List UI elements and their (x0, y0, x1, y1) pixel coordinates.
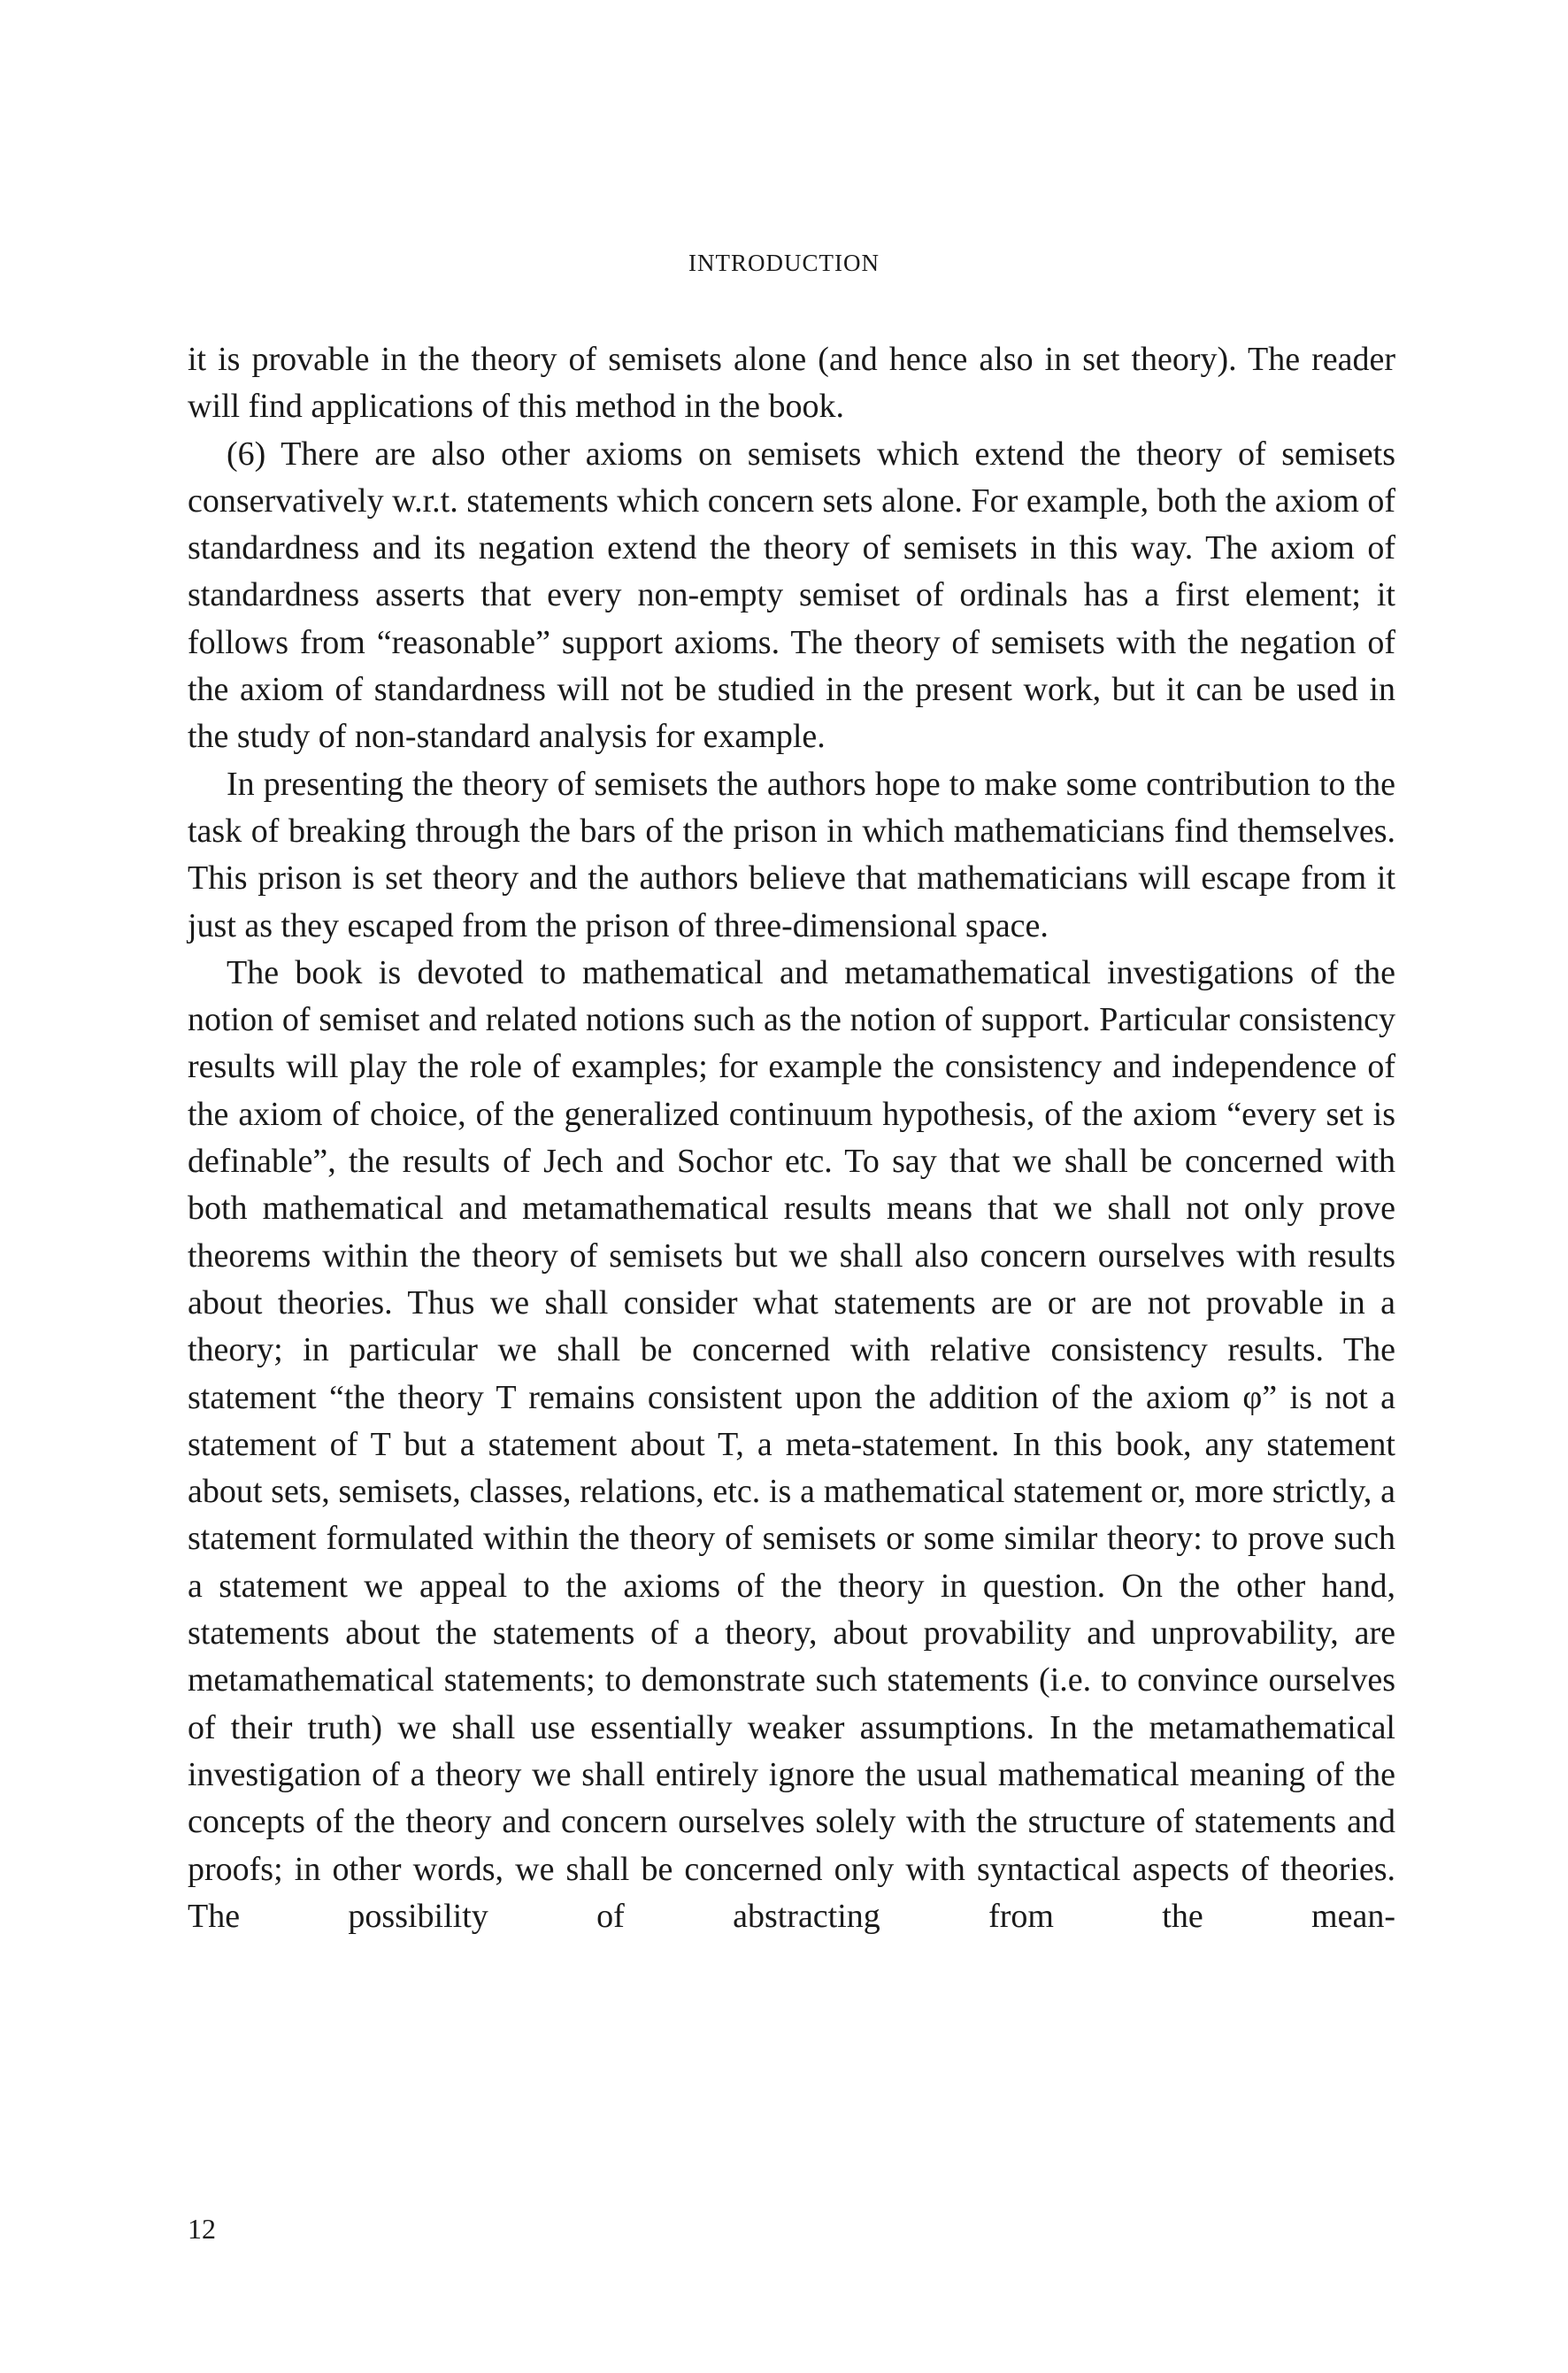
paragraph: it is provable in the theory of semisets alone (and hence also in set theory). The reader will find applications of this method in the book. (188, 341, 1395, 426)
body-text (188, 336, 1395, 1940)
running-head: INTRODUCTION (688, 250, 880, 276)
paragraph: In presenting the theory of semisets the authors hope to make some contribution to the task of breaking through the bars of the prison in which mathematicians find themselves. This prison is set theory and the authors believe that mathematicians will escape from it just as they escaped from the prison of three-dimensional space. (188, 765, 1395, 944)
paragraph: (6) There are also other axioms on semisets which extend the theory of semisets conservatively w.r.t. statements which concern sets alone. For example, both the axiom of standardness and its negation extend the theory of semisets in this way. The axiom of standardness asserts that every non-empty semiset of ordinals has a first element; it follows from “reasonable” support axioms. The theory of semisets with the negation of the axiom of standardness will not be studied in the present work, but it can be used in the study of non-standard analysis for example. (188, 435, 1395, 756)
paragraph: The book is devoted to mathematical and metamathematical investigations of the notion of semiset and related notions such as the notion of support. Particular consistency results will play the role of examples; for example the consistency and independence of the axiom of choice, of the generalized continuum hypothesis, of the axiom “every set is definable”, the results of Jech and Sochor etc. To say that we shall be concerned with both mathematical and metamathematical results means that we shall not only prove theorems within the theory of semisets but we shall also concern ourselves with results about theories. Thus we shall consider what statements are or are not provable in a theory; in particular we shall be concerned with relative consistency results. The statement “the theory T remains consistent upon the addition of the axiom φ” is not a statement of T but a statement about T, a meta-statement. In this book, any statement about sets, semisets, classes, relations, etc. is a mathematical statement or, more strictly, a statement formulated within the theory of semisets or some similar theory: to prove such a statement we appeal to the axioms of the theory in question. On the other hand, statements about the statements of a theory, about provability and unprovability, are metamathematical statements; to demonstrate such statements (i.e. to convince ourselves of their truth) we shall use essentially weaker assumptions. In the metamathematical investigation of a theory we shall entirely ignore the usual mathematical meaning of the concepts of the theory and concern ourselves solely with the structure of statements and proofs; in other words, we shall be concerned only with syntactical aspects of theories. The possibility of abstracting from the mean- (188, 953, 1395, 1935)
page-number: 12 (188, 2213, 216, 2245)
